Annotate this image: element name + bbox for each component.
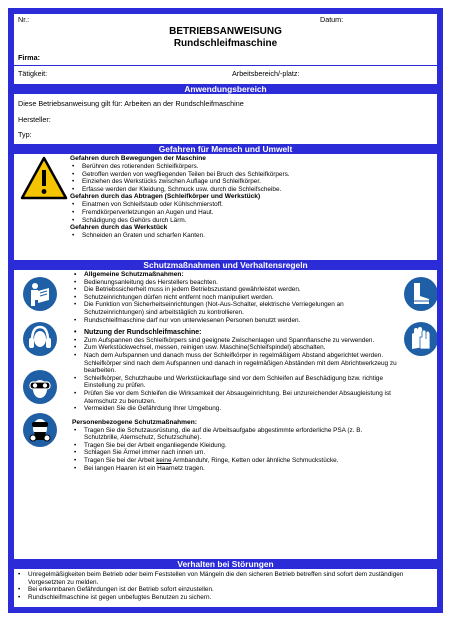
read-manual-icon bbox=[22, 276, 58, 312]
list-item: • Zum Werkstückwechsel, messen, reinigen usw. Maschine(Schleifspindel) abschalten. bbox=[72, 344, 397, 352]
schmuck-pre: Tragen Sie bei der Arbeit bbox=[84, 457, 157, 465]
list-item: • Einziehen des Werkstücks zwischen Auflage und Schleifkörper. bbox=[70, 178, 431, 186]
ear-protection-icon bbox=[22, 321, 58, 357]
list-item: • Fremdkörperverletzungen an Augen und Haut. bbox=[70, 209, 431, 217]
safety-gloves-icon bbox=[403, 321, 439, 357]
list-item: • Die Betriebssicherheit muss in jedem Betriebszustand gewährleistet werden. bbox=[72, 286, 397, 294]
gefahren-group-title: Gefahren durch das Werkstück bbox=[70, 224, 168, 232]
list-item: • Tragen Sie bei der Arbeit enganliegende Kleidung. bbox=[72, 442, 397, 450]
schmuck-underline: keine bbox=[156, 457, 172, 465]
nutzung-title: • Nutzung der Rundschleifmaschine: bbox=[72, 329, 397, 337]
list-item: • Die Funktion von Sicherheitseinrichtungen (Not-Aus-Schalter, elektrische Verriegelungen an Schutzeinrichtungen) sind arbeitstäglich zu kontrollieren. bbox=[72, 301, 397, 316]
allgemein-title: • Allgemeine Schutzmaßnahmen: bbox=[72, 271, 397, 279]
betriebsanweisung-page bbox=[8, 8, 443, 613]
list-item bbox=[72, 457, 397, 465]
personen-title: Personenbezogene Schutzmaßnahmen: bbox=[72, 418, 197, 426]
list-item: • Nach dem Aufspannen und danach muss der Schleifkörper in regelmäßigem Abstand abgerichtet werden. Schleifkörper sind nach dem Aufspannen und danach in regelmäßigen Abständen mit dem Abrichtwerkzeug zu bearbeiten. bbox=[72, 352, 397, 375]
safety-boots-icon bbox=[403, 276, 439, 312]
anwendungsbereich-heading: Anwendungsbereich bbox=[14, 84, 437, 94]
respirator-icon bbox=[22, 412, 58, 448]
title-line2: Rundschleifmaschine bbox=[173, 38, 278, 49]
title-line1: BETRIEBSANWEISUNG bbox=[169, 26, 282, 37]
taetigkeit-row bbox=[14, 70, 437, 79]
gefahren-group-title: Gefahren durch Bewegungen der Maschine bbox=[70, 155, 206, 162]
list-item: • Berühren des rotierenden Schleifkörpers. bbox=[70, 163, 431, 171]
gefahren-content bbox=[70, 155, 431, 240]
hersteller-label: Hersteller: bbox=[18, 115, 51, 124]
list-item: • Schutzeinrichtungen dürfen nicht entfernt noch manipuliert werden. bbox=[72, 294, 397, 302]
list-item: • Einatmen von Schleifstaub oder Kühlschmierstoff. bbox=[70, 201, 431, 209]
list-item: • Rundschleifmaschine darf nur von unterwiesenen Personen benutzt werden. bbox=[72, 317, 397, 325]
personen-list bbox=[72, 427, 397, 473]
typ-label: Typ: bbox=[18, 130, 32, 139]
gefahren-list bbox=[70, 201, 431, 224]
list-item: • Erfasse werden der Kleidung, Schmuck usw. durch die Schleifscheibe. bbox=[70, 186, 431, 194]
stoerungen-heading: Verhalten bei Störungen bbox=[14, 559, 437, 569]
list-item: • Unregelmäßigkeiten beim Betrieb oder beim Feststellen von Mängeln die den sicheren Betrieb betreffen sind sofort dem zuständigen Vorgesetzten zu melden. bbox=[16, 571, 433, 586]
gefahren-heading: Gefahren für Mensch und Umwelt bbox=[14, 144, 437, 154]
header-nr-row bbox=[14, 16, 437, 25]
firma-label: Firma: bbox=[18, 53, 40, 62]
list-item: • Bedienungsanleitung des Herstellers beachten. bbox=[72, 279, 397, 287]
list-item: • Vermeiden Sie die Gefährdung Ihrer Umgebung. bbox=[72, 405, 397, 413]
list-item: • Schädigung des Gehörs durch Lärm. bbox=[70, 217, 431, 225]
datum-label: Datum: bbox=[320, 15, 344, 24]
list-item: • Getroffen werden von wegfliegenden Teilen bei Bruch des Schleifkörpers. bbox=[70, 171, 431, 179]
list-item: • Tragen Sie die Schutzausrüstung, die auf die Arbeitsaufgabe abgestimmte erforderliche PSA (z. B. Schutzbrille, Atemschutz, Schutzschuhe). bbox=[72, 427, 397, 442]
schmuck-post: Armbanduhr, Ringe, Ketten oder ähnliche Schmuckstücke. bbox=[171, 457, 339, 465]
list-item: • Schleifkörper, Schutzhaube und Werkstückauflage sind vor dem Schleifen auf Beschädigung bzw. richtige Einstellung zu prüfen. bbox=[72, 375, 397, 390]
safety-goggles-icon bbox=[22, 369, 58, 405]
gefahren-list bbox=[70, 163, 431, 193]
list-item: • Zum Aufspannen des Schleifkörpers sind geeignete Zwischenlagen und Spannflansche zu verwenden. bbox=[72, 337, 397, 345]
schutz-list bbox=[72, 271, 397, 324]
divider bbox=[14, 65, 437, 66]
warning-triangle-icon bbox=[20, 156, 68, 200]
stoerungen-content bbox=[16, 571, 433, 601]
schutzmassnahmen-heading: Schutzmaßnahmen und Verhaltensregeln bbox=[14, 260, 437, 270]
list-item: • Bei erkennbaren Gefährdungen ist der Betrieb sofort einzustellen. bbox=[16, 586, 433, 594]
arbeitsbereich-label: Arbeitsbereich/-platz: bbox=[232, 69, 300, 78]
list-item: • Schneiden an Graten und scharfen Kanten. bbox=[70, 232, 431, 240]
stoerungen-list bbox=[16, 571, 433, 601]
list-item: • Rundschleifmaschine ist gegen unbefugtes Benutzen zu sichern. bbox=[16, 594, 433, 602]
list-item: • Schlagen Sie Ärmel immer nach innen um. bbox=[72, 449, 397, 457]
schutz-content bbox=[72, 271, 397, 472]
list-item: • Prüfen Sie vor dem Schleifen die Wirksamkeit der Absaugeinrichtung. Bei unzureichender Absaugleistung ist Atemschutz zu benutzen. bbox=[72, 390, 397, 405]
nr-label: Nr.: bbox=[18, 15, 30, 24]
list-item: • Bei langen Haaren ist ein Haarnetz tragen. bbox=[72, 465, 397, 473]
nutzung-list bbox=[72, 329, 397, 413]
taetigkeit-label: Tätigkeit: bbox=[18, 69, 48, 78]
gilt-fuer-text: Diese Betriebsanweisung gilt für: Arbeiten an der Rundschleifmaschine bbox=[18, 99, 244, 108]
gefahren-list bbox=[70, 232, 431, 240]
gefahren-group-title: Gefahren durch das Abtragen (Schleifkörper und Werkstück) bbox=[70, 193, 261, 201]
